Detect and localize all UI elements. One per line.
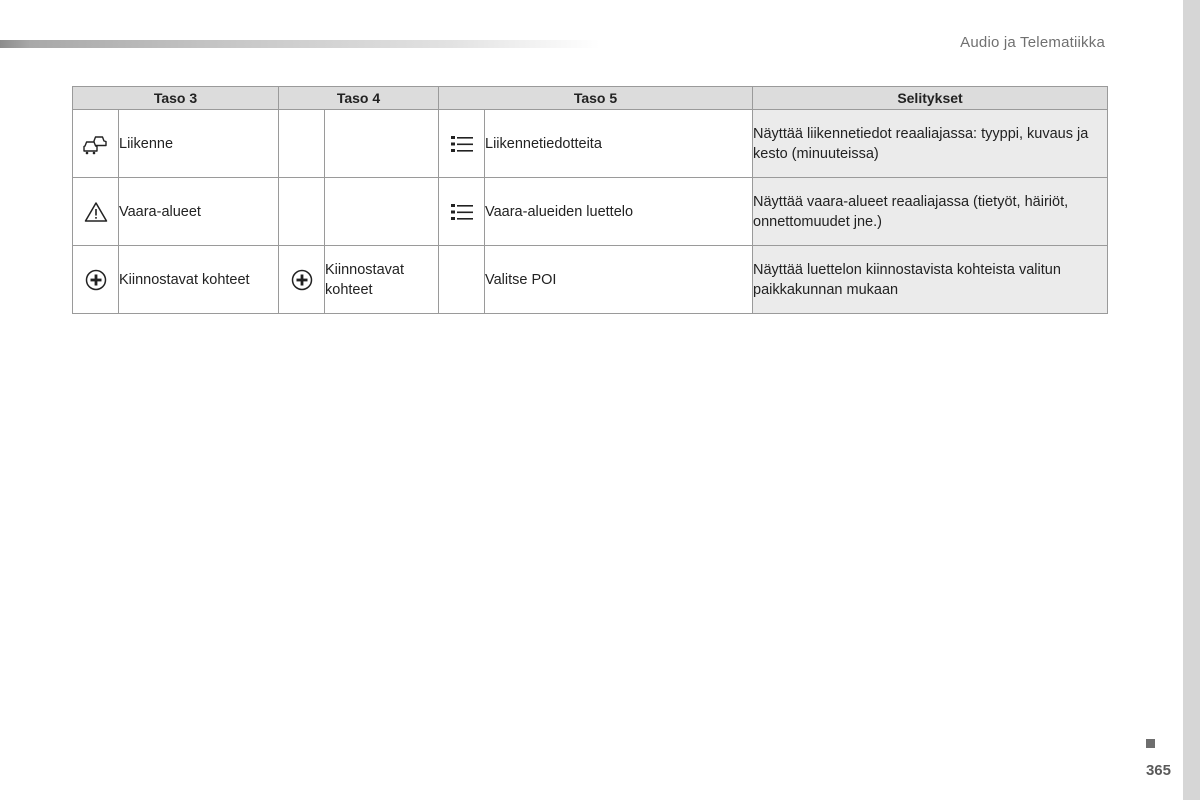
- list-icon: [450, 202, 474, 222]
- level5-label: Liikennetiedotteita: [485, 110, 753, 178]
- level3-label: Kiinnostavat kohteet: [119, 246, 279, 314]
- level4-label: [325, 110, 439, 178]
- table-row: [73, 178, 1108, 246]
- level4-label: [325, 178, 439, 246]
- level5-label: Vaara-alueiden luettelo: [485, 178, 753, 246]
- column-header-level-5: Taso 5: [439, 87, 753, 110]
- column-header-descriptions: Selitykset: [753, 87, 1108, 110]
- level4-icon-cell: [279, 110, 325, 178]
- page-marker-square: [1146, 739, 1155, 748]
- level3-icon-cell: [73, 246, 119, 314]
- description-cell: Näyttää liikennetiedot reaaliajassa: tyyppi, kuvaus ja kesto (minuuteissa): [753, 110, 1108, 178]
- level4-icon-cell: [279, 246, 325, 314]
- page-edge-strip: [1183, 0, 1200, 800]
- table-row: [73, 246, 1108, 314]
- column-header-level-4: Taso 4: [279, 87, 439, 110]
- level3-label: Vaara-alueet: [119, 178, 279, 246]
- page-number: 365: [1145, 762, 1171, 779]
- level4-icon-cell: [279, 178, 325, 246]
- column-header-level-3: Taso 3: [73, 87, 279, 110]
- level3-icon-cell: [73, 178, 119, 246]
- table-row: [73, 110, 1108, 178]
- list-icon: [450, 134, 474, 154]
- plus-circle-icon: [291, 269, 313, 291]
- level4-label: Kiinnostavat kohteet: [325, 246, 439, 314]
- menu-levels-table: [72, 86, 1108, 314]
- level5-icon-cell: [439, 246, 485, 314]
- level5-icon-cell: [439, 110, 485, 178]
- description-cell: Näyttää vaara-alueet reaaliajassa (tietyöt, häiriöt, onnettomuudet jne.): [753, 178, 1108, 246]
- traffic-cars-icon: [83, 133, 109, 155]
- level3-label: Liikenne: [119, 110, 279, 178]
- level3-icon-cell: [73, 110, 119, 178]
- level5-icon-cell: [439, 178, 485, 246]
- warning-triangle-icon: [84, 201, 108, 223]
- table-header-row: [73, 87, 1108, 110]
- section-title: Audio ja Telematiikka: [960, 34, 1105, 51]
- description-cell: Näyttää luettelon kiinnostavista kohteista valitun paikkakunnan mukaan: [753, 246, 1108, 314]
- level5-label: Valitse POI: [485, 246, 753, 314]
- header-decorative-bar: [0, 40, 600, 48]
- plus-circle-icon: [85, 269, 107, 291]
